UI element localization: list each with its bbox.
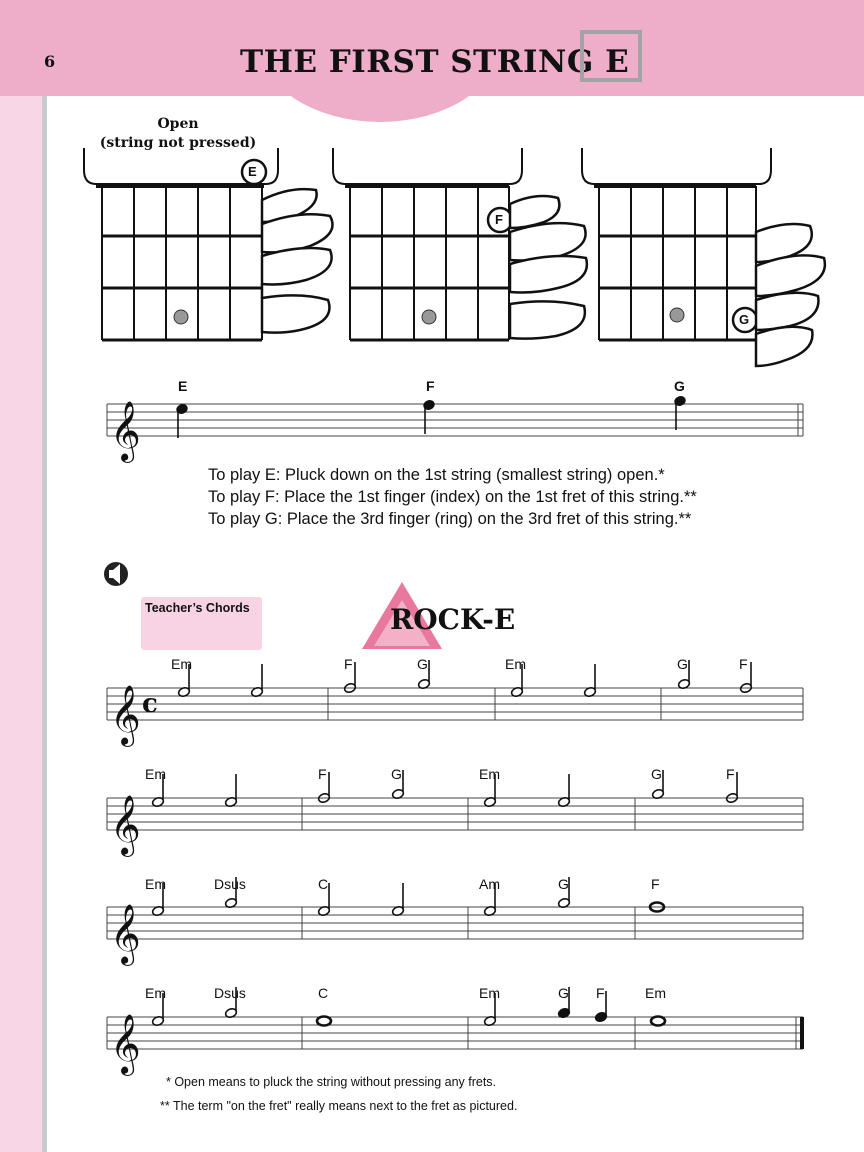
hand-2 xyxy=(510,196,587,339)
chord-symbol: Em xyxy=(479,985,500,1001)
treble-clef-icon: 𝄞 xyxy=(110,401,141,461)
note-staff-notes xyxy=(176,396,686,438)
fretboard-diagrams xyxy=(84,148,771,340)
chord-symbol: G xyxy=(558,876,569,892)
instruction-g: To play G: Place the 3rd finger (ring) on the 3rd fret of this string.** xyxy=(208,510,692,528)
finger-label-f: F xyxy=(495,212,503,227)
song-notes xyxy=(151,660,752,1027)
chord-symbol: G xyxy=(417,656,428,672)
notes-line-1 xyxy=(177,660,752,698)
chord-symbol: Em xyxy=(145,876,166,892)
song-staves xyxy=(107,688,803,1049)
treble-clef-icon: 𝄞 xyxy=(110,904,141,964)
chord-symbol: Em xyxy=(505,656,526,672)
footnote-2: ** The term "on the fret" really means next to the fret as pictured. xyxy=(160,1099,518,1113)
chord-symbol: G xyxy=(677,656,688,672)
chord-symbol: C xyxy=(318,876,329,892)
song-title: ROCK-E xyxy=(390,603,516,636)
teacher-chords-label: Teacher’s Chords xyxy=(145,601,250,615)
chord-symbol: F xyxy=(651,876,660,892)
page-title-note: E xyxy=(605,44,630,80)
chord-symbol: G xyxy=(558,985,569,1001)
open-label-line1: Open xyxy=(157,116,199,132)
note-label-g: G xyxy=(674,378,685,394)
chord-symbol: F xyxy=(318,766,327,782)
chord-symbol: Em xyxy=(145,766,166,782)
hand-3 xyxy=(756,224,825,366)
chord-symbol: F xyxy=(726,766,735,782)
page-number: 6 xyxy=(44,52,56,71)
song-staff-3 xyxy=(107,907,803,939)
finger-label-g: G xyxy=(739,312,750,327)
audio-play-button[interactable] xyxy=(104,562,128,586)
fretboard-2 xyxy=(333,148,522,340)
treble-clef-icon: 𝄞 xyxy=(110,795,141,855)
chord-symbol: F xyxy=(596,985,605,1001)
chord-symbol: G xyxy=(391,766,402,782)
chord-symbol: C xyxy=(318,985,329,1001)
footnote-1: * Open means to pluck the string without pressing any frets. xyxy=(166,1075,497,1089)
chord-symbol: G xyxy=(651,766,662,782)
chord-symbol: F xyxy=(739,656,748,672)
treble-clef-icon: 𝄞 xyxy=(110,1014,141,1074)
chord-symbol: Am xyxy=(479,876,500,892)
treble-clef-icon: 𝄞 xyxy=(110,685,141,745)
song-staff-2 xyxy=(107,798,803,830)
clefs xyxy=(110,401,141,1076)
instructions xyxy=(208,464,697,530)
instruction-e: To play E: Pluck down on the 1st string (smallest string) open.* xyxy=(208,466,665,484)
note-label-e: E xyxy=(178,378,188,394)
note-staff xyxy=(107,396,803,438)
open-label-line2: (string not pressed) xyxy=(99,135,257,151)
page-title-text: THE FIRST STRING xyxy=(240,44,594,80)
note-label-f: F xyxy=(426,378,435,394)
chord-symbol: Em xyxy=(479,766,500,782)
chord-symbol: Dsus xyxy=(214,985,246,1001)
chord-symbol: Dsus xyxy=(214,876,246,892)
time-signature: c xyxy=(142,689,158,719)
song-staff-1 xyxy=(107,688,803,720)
instruction-f: To play F: Place the 1st finger (index) on the 1st fret of this string.** xyxy=(208,488,697,506)
chord-symbol: Em xyxy=(145,985,166,1001)
chord-symbol: F xyxy=(344,656,353,672)
finger-label-e: E xyxy=(248,164,257,179)
chord-symbol: Em xyxy=(171,656,192,672)
chord-symbol: Em xyxy=(645,985,666,1001)
song-staff-4 xyxy=(107,1017,803,1049)
hand-1 xyxy=(262,189,333,333)
